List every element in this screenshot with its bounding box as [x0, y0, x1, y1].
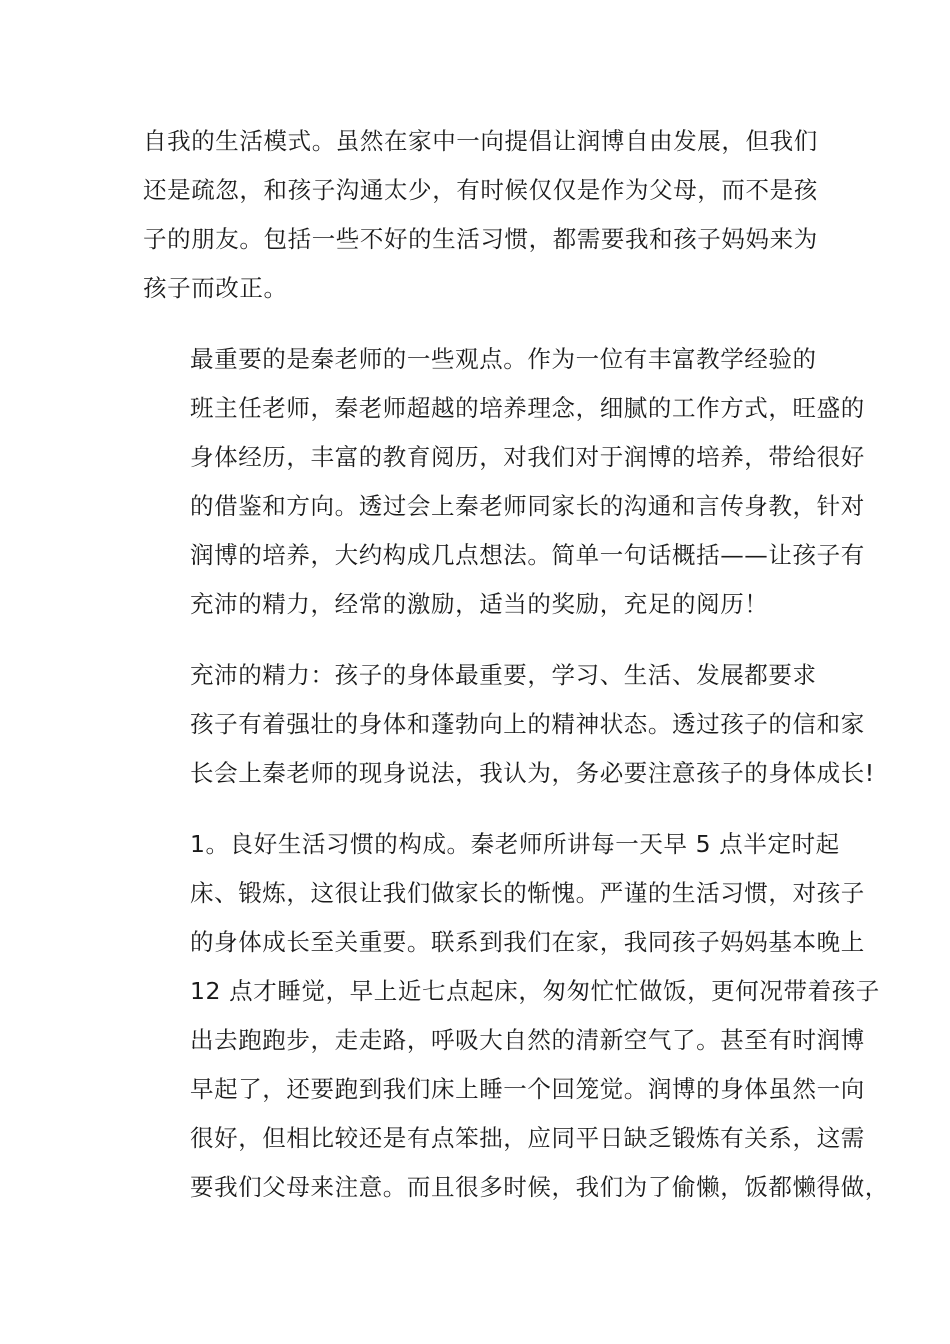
text-line: 的借鉴和方向。透过会上秦老师同家长的沟通和言传身教，针对 [190, 492, 865, 520]
text-line: 润博的培养，大约构成几点想法。简单一句话概括——让孩子有 [190, 541, 865, 569]
text-line: 充沛的精力：孩子的身体最重要，学习、生活、发展都要求 [190, 661, 817, 689]
text-line: 班主任老师，秦老师超越的培养理念，细腻的工作方式，旺盛的 [190, 394, 865, 422]
text-line: 自我的生活模式。虽然在家中一向提倡让润博自由发展，但我们 [143, 127, 818, 155]
text-line: 12 点才睡觉，早上近七点起床，匆匆忙忙做饭，更何况带着孩子 [190, 977, 880, 1005]
text-line: 早起了，还要跑到我们床上睡一个回笼觉。润博的身体虽然一向 [190, 1075, 865, 1103]
text-line: 要我们父母来注意。而且很多时候，我们为了偷懒，饭都懒得做， [190, 1173, 889, 1201]
text-line: 孩子而改正。 [143, 274, 288, 302]
paragraph-4 [143, 820, 889, 1212]
text-line: 最重要的是秦老师的一些观点。作为一位有丰富教学经验的 [190, 345, 817, 373]
paragraph-1 [143, 117, 828, 313]
text-line: 充沛的精力，经常的激励，适当的奖励，充足的阅历！ [190, 590, 769, 618]
text-line: 很好，但相比较还是有点笨拙，应同平日缺乏锻炼有关系，这需 [190, 1124, 865, 1152]
text-line: 的身体成长至关重要。联系到我们在家，我同孩子妈妈基本晚上 [190, 928, 865, 956]
paragraph-2 [143, 335, 865, 629]
text-line: 还是疏忽，和孩子沟通太少，有时候仅仅是作为父母，而不是孩 [143, 176, 818, 204]
text-line: 1。良好生活习惯的构成。秦老师所讲每一天早 5 点半定时起 [190, 830, 840, 858]
paragraph-3 [143, 651, 875, 798]
document-body [143, 117, 889, 1234]
text-line: 床、锻炼，这很让我们做家长的惭愧。严谨的生活习惯，对孩子 [190, 879, 865, 907]
text-line: 出去跑跑步，走走路，呼吸大自然的清新空气了。甚至有时润博 [190, 1026, 865, 1054]
text-line: 长会上秦老师的现身说法，我认为，务必要注意孩子的身体成长! [190, 759, 875, 787]
text-line: 孩子有着强壮的身体和蓬勃向上的精神状态。透过孩子的信和家 [190, 710, 865, 738]
text-line: 子的朋友。包括一些不好的生活习惯，都需要我和孩子妈妈来为 [143, 225, 818, 253]
text-line: 身体经历，丰富的教育阅历，对我们对于润博的培养，带给很好 [190, 443, 865, 471]
